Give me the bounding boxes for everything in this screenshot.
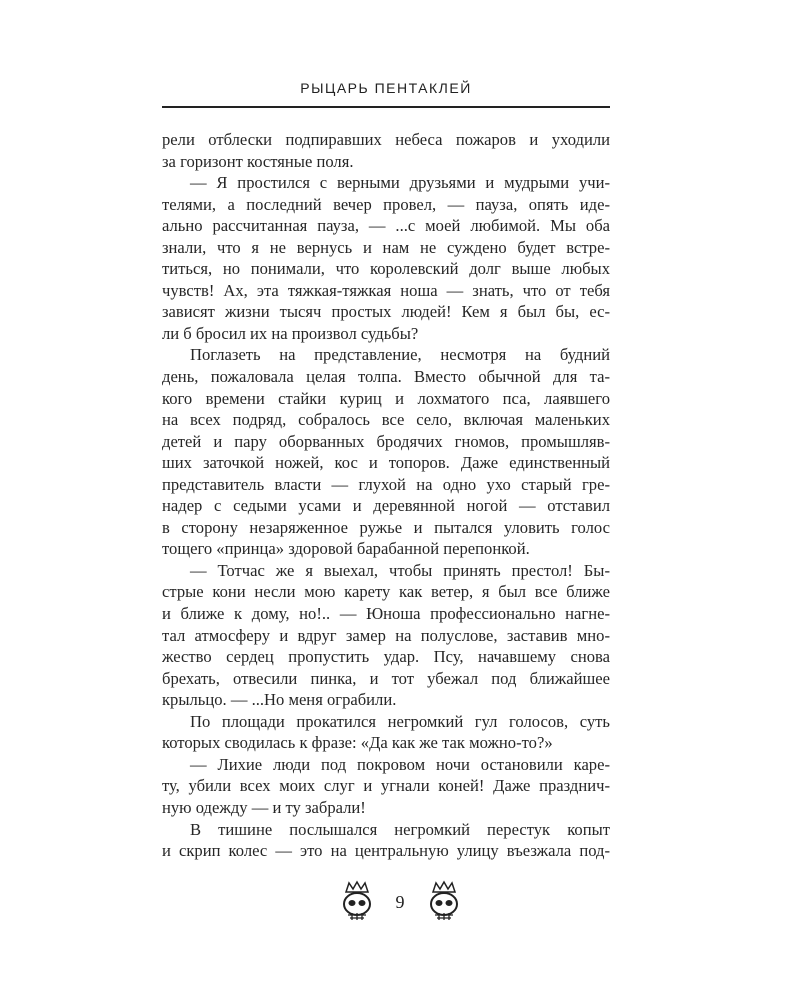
text-line: тощего «принца» здоровой барабанной перепонкой.: [162, 539, 530, 559]
text-line: и ближе к дому, но!.. — Юноша профессионально нагне-: [162, 604, 610, 624]
text-line: знали, что я не вернусь и нам не суждено будет встре-: [162, 237, 610, 257]
text-line: Поглазеть на представление, несмотря на будний: [190, 345, 610, 365]
text-line: тал атмосферу и вдруг замер на полуслове, заставив мно-: [162, 625, 610, 645]
text-line: зависят жизни тысяч простых людей! Кем я был бы, ес-: [162, 302, 610, 322]
text-line: — Тотчас же я выехал, чтобы принять престол! Бы-: [190, 560, 610, 580]
header-rule: [162, 106, 610, 108]
text-line: стрые кони несли мою карету как ветер, я был все ближе: [162, 582, 610, 602]
text-line: которых сводилась к фразе: «Да как же так можно-то?»: [162, 733, 553, 753]
text-line: В тишине послышался негромкий перестук копыт: [190, 819, 610, 839]
text-line: и скрип колес — это на центральную улицу въезжала под-: [162, 841, 610, 861]
text-line: титься, но понимали, что королевский долг выше любых: [162, 259, 610, 279]
text-line: ших заточкой ножей, кос и топоров. Даже единственный: [162, 453, 610, 473]
body-text: [162, 129, 610, 862]
text-line: телями, а последний вечер провел, — пауза, опять иде-: [162, 194, 610, 214]
page-number: 9: [395, 891, 405, 912]
text-line: ту, убили всех моих слуг и угнали коней! Даже празднич-: [162, 776, 610, 796]
text-line: брехать, отвесили пинка, и тот убежал под ближайшее: [162, 668, 610, 688]
text-line: детей и пару оборванных бродячих гномов, промышляв-: [162, 431, 610, 451]
text-line: ли б бросил их на произвол судьбы?: [162, 323, 419, 343]
text-line: на всех подряд, собралось все село, включая маленьких: [162, 410, 610, 430]
running-head-title: РЫЦАРЬ ПЕНТАКЛЕЙ: [300, 80, 472, 96]
text-line: крыльцо. — ...Но меня ограбили.: [162, 690, 397, 710]
text-line: день, пожаловала целая толпа. Вместо обычной для та-: [162, 367, 610, 387]
text-line: жество сердец пропустить удар. Псу, начавшему снова: [162, 647, 610, 667]
text-line: представитель власти — глухой на одно ухо старый гре-: [162, 474, 610, 494]
text-line: рели отблески подпиравших небеса пожаров и уходили: [162, 130, 610, 149]
page-footer: [0, 880, 800, 924]
text-line: в сторону незаряженное ружье и пытался уловить голос: [162, 517, 610, 537]
text-line: ально рассчитанная пауза, — ...с моей любимой. Мы оба: [162, 216, 610, 236]
crowned-skull-icon: [427, 880, 461, 924]
text-line: По площади прокатился негромкий гул голосов, суть: [190, 711, 610, 731]
text-line: за горизонт костяные поля.: [162, 151, 354, 171]
text-line: надер с седыми усами и деревянной ногой — отставил: [162, 496, 610, 516]
text-line: — Я простился с верными друзьями и мудрыми учи-: [190, 173, 610, 193]
crowned-skull-icon: [340, 880, 374, 924]
text-line: чувств! Ах, эта тяжкая-тяжкая ноша — знать, что от тебя: [162, 280, 610, 300]
text-line: ную одежду — и ту забрали!: [162, 797, 366, 817]
text-line: кого времени стайки куриц и лохматого пса, лаявшего: [162, 388, 610, 408]
text-line: — Лихие люди под покровом ночи остановили каре-: [190, 754, 610, 774]
